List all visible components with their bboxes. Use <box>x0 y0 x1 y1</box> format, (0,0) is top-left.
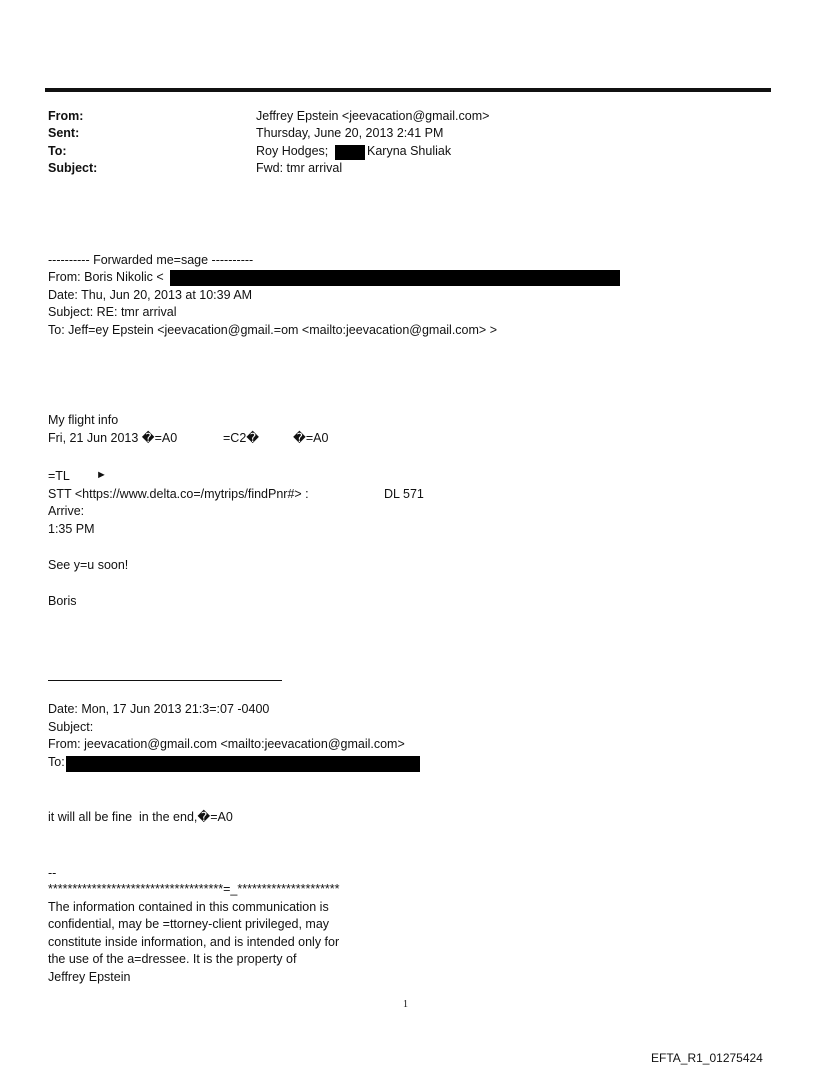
document-id: EFTA_R1_01275424 <box>651 1051 763 1065</box>
disclaimer-stars: ************************************=_********************* <box>48 882 340 896</box>
separator-line <box>48 680 282 681</box>
see-you-line: See y=u soon! <box>48 558 129 572</box>
subject-label: Subject: <box>48 161 98 175</box>
disclaimer-dashes: -- <box>48 866 57 880</box>
arrive-label: Arrive: <box>48 504 85 518</box>
forwarded-from: From: Boris Nikolic < <box>48 270 164 284</box>
to-value-first: Roy Hodges; <box>256 144 329 158</box>
from-value: Jeffrey Epstein <jeevacation@gmail.com> <box>256 109 490 123</box>
sent-label: Sent: <box>48 126 80 140</box>
redaction-block <box>170 270 620 286</box>
flight-number: DL 571 <box>384 487 424 501</box>
quoted-date: Date: Mon, 17 Jun 2013 21:3=:07 -0400 <box>48 702 270 716</box>
header-rule <box>45 88 771 92</box>
quoted-subject: Subject: <box>48 720 94 734</box>
subject-value: Fwd: tmr arrival <box>256 161 343 175</box>
encoded-char: �=A0 <box>293 431 329 445</box>
redaction-block <box>335 145 365 160</box>
forwarded-to: To: Jeff=ey Epstein <jeevacation@gmail.=om <mailto:jeevacation@gmail.com> > <box>48 323 497 337</box>
play-arrow-icon: ► <box>96 469 107 481</box>
encoded-char: =C2� <box>223 431 260 445</box>
disclaimer-line: constitute inside information, and is intended only for <box>48 935 340 949</box>
disclaimer-line: confidential, may be =ttorney-client privileged, may <box>48 917 330 931</box>
forwarded-subject: Subject: RE: tmr arrival <box>48 305 177 319</box>
page-number: 1 <box>403 999 408 1010</box>
to-value-second: Karyna Shuliak <box>367 144 452 158</box>
to-label: To: <box>48 144 67 158</box>
flight-date: Fri, 21 Jun 2013 �=A0 <box>48 431 178 445</box>
sent-value: Thursday, June 20, 2013 2:41 PM <box>256 126 444 140</box>
disclaimer-line: the use of the a=dressee. It is the property of <box>48 952 297 966</box>
forwarded-divider: ---------- Forwarded me=sage ---------- <box>48 253 254 267</box>
disclaimer-line: Jeffrey Epstein <box>48 970 131 984</box>
quoted-from: From: jeevacation@gmail.com <mailto:jeevacation@gmail.com> <box>48 737 405 751</box>
signature: Boris <box>48 594 77 608</box>
redaction-block <box>66 756 420 772</box>
arrive-time: 1:35 PM <box>48 522 95 536</box>
quoted-to: To: <box>48 755 65 769</box>
forwarded-date: Date: Thu, Jun 20, 2013 at 10:39 AM <box>48 288 253 302</box>
flight-info-heading: My flight info <box>48 413 119 427</box>
from-label: From: <box>48 109 84 123</box>
disclaimer-line: The information contained in this communication is <box>48 900 329 914</box>
encoded-tl: =TL <box>48 469 70 483</box>
quoted-message: it will all be fine in the end,�=A0 <box>48 810 233 824</box>
stt-link[interactable]: STT <https://www.delta.co=/mytrips/findPnr#> : <box>48 487 309 501</box>
